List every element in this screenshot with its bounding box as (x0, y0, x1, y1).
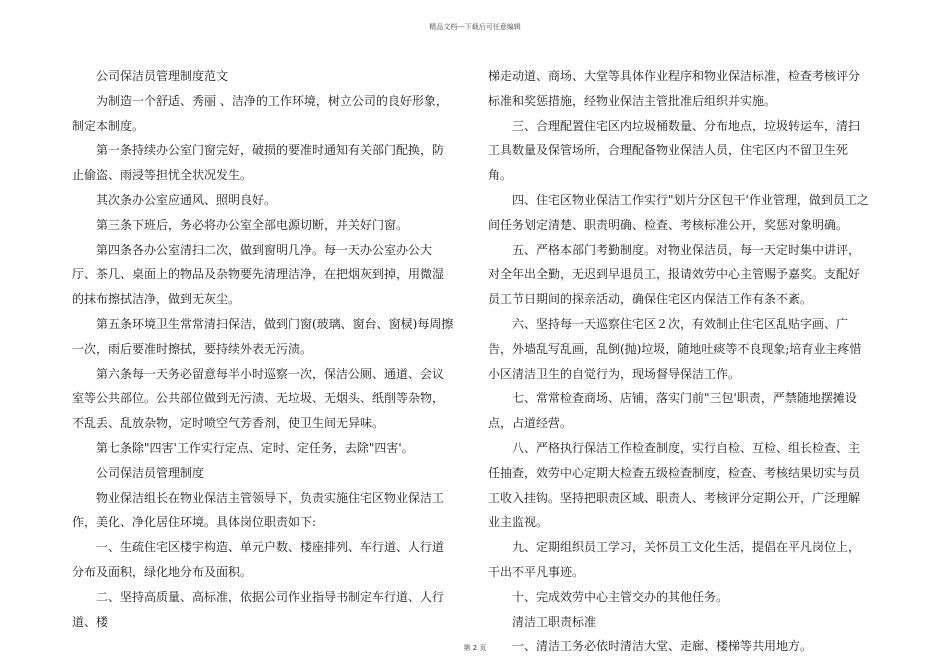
paragraph: 其次条办公室应通风、照明良好。 (96, 192, 277, 207)
page-header: 精品文档---下载后可任意编辑 (429, 23, 521, 31)
paragraph: 八、严格执行保洁工作检查制度，实行自检、互检、组长检查、主任抽查，效劳中心定期大检查五级检查制度，检查、考核结果切实与员工收入挂钩。坚持把职责区域、职责人、考核评分定期公开，广泛理解业主监视。 (488, 440, 861, 530)
paragraph: 第七条除"四害'工作实行定点、定时、定任务，去除"四害'。 (96, 440, 414, 455)
paragraph: 九、定期组织员工学习，关怀员工文化生活，提倡在平凡岗位上，干出不平凡事迹。 (488, 540, 861, 579)
left-column (72, 64, 454, 634)
paragraph: 公司保洁员管理制度范文 (96, 69, 229, 83)
paragraph: 一、生疏住宅区楼宇构造、单元户数、楼座排列、车行道、人行道分布及面积，绿化地分布及面积。 (72, 540, 445, 579)
paragraph: 第一条持续办公室门窗完好，破损的要准时通知有关部门配换，防止偷盗、雨浸等担忧全状况发生。 (72, 143, 445, 183)
paragraph: 四、住宅区物业保洁工作实行"划片分区包干'作业管理，做到员工之间任务划定清楚、职责明确、检查、考核标准公开，奖惩对象明确。 (488, 192, 869, 232)
paragraph: 物业保洁组长在物业保洁主管领导下，负责实施住宅区物业保洁工作，美化、净化居住环境。具体岗位职责如下: (72, 490, 445, 530)
paragraph: 第四条各办公室清扫二次，做到窗明几净。每一天办公室办公大厅、茶几、桌面上的物品及杂物要先清理洁净，在把烟灰到掉，用微湿的抹布擦拭洁净，做到无灰尘。 (72, 242, 445, 307)
paragraph: 公司保洁员管理制度 (96, 465, 205, 480)
paragraph: 第三条下班后，务必将办公室全部电源切断，并关好门窗。 (96, 217, 409, 232)
paragraph: 为制造一个舒适、秀丽 、洁净的工作环境，树立公司的良好形象，制定本制度。 (72, 93, 448, 133)
paragraph: 七、常常检查商场、店铺，落实门前"三包'职责，严禁随地摆摊设点，占道经营。 (488, 391, 857, 431)
paragraph: 第六条每一天务必留意每半小时巡察一次，保洁公厕、通道、会议室等公共部位。公共部位做到无污渍、无垃圾、无烟头、纸削等杂物，不乱丢、乱放杂物，定时喷空气芳香剂，使卫生间无异味。 (72, 366, 445, 431)
paragraph: 梯走动道、商场、大堂等具体作业程序和物业保洁标准，检查考核评分标准和奖惩措施，经物业保洁主管批准后组织并实施。 (488, 69, 861, 108)
paragraph: 十、完成效劳中心主管交办的其他任务。 (512, 589, 729, 604)
paragraph: 六、坚持每一天巡察住宅区２次，有效制止住宅区乱贴字画、广告，外墙乱写乱画，乱倒(抛)垃圾，随地吐痰等不良现象;培育业主疼惜小区清洁卫生的自觉行为，现场督导保洁工作。 (488, 316, 862, 381)
right-column (488, 64, 870, 659)
page-number: 第 2 页 (463, 644, 487, 652)
paragraph: 三、合理配置住宅区内垃圾桶数量、分布地点，垃圾转运车，清扫工具数量及保管场所，合理配备物业保洁人员，住宅区内不留卫生死角。 (488, 118, 861, 183)
paragraph: 二、坚持高质量、高标准，依据公司作业指导书制定车行道、人行道、楼 (72, 589, 445, 629)
paragraph: 一、清洁工务必依时清洁大堂、走廊、楼梯等共用地方。 (512, 639, 813, 654)
paragraph: 第五条环境卫生常常清扫保洁，做到门窗(玻璃、窗台、窗棂)每周擦一次，雨后要准时擦拭，要持续外表无污渍。 (72, 316, 454, 356)
paragraph: 五、严格本部门考勤制度。对物业保洁员，每一天定时集中讲评，对全年出全勤，无迟到早退员工，报请效劳中心主管赐予嘉奖。支配好员工节日期间的探亲活动，确保住宅区内保洁工作有条不紊。 (488, 242, 861, 307)
paragraph: 清洁工职责标准 (512, 614, 597, 629)
